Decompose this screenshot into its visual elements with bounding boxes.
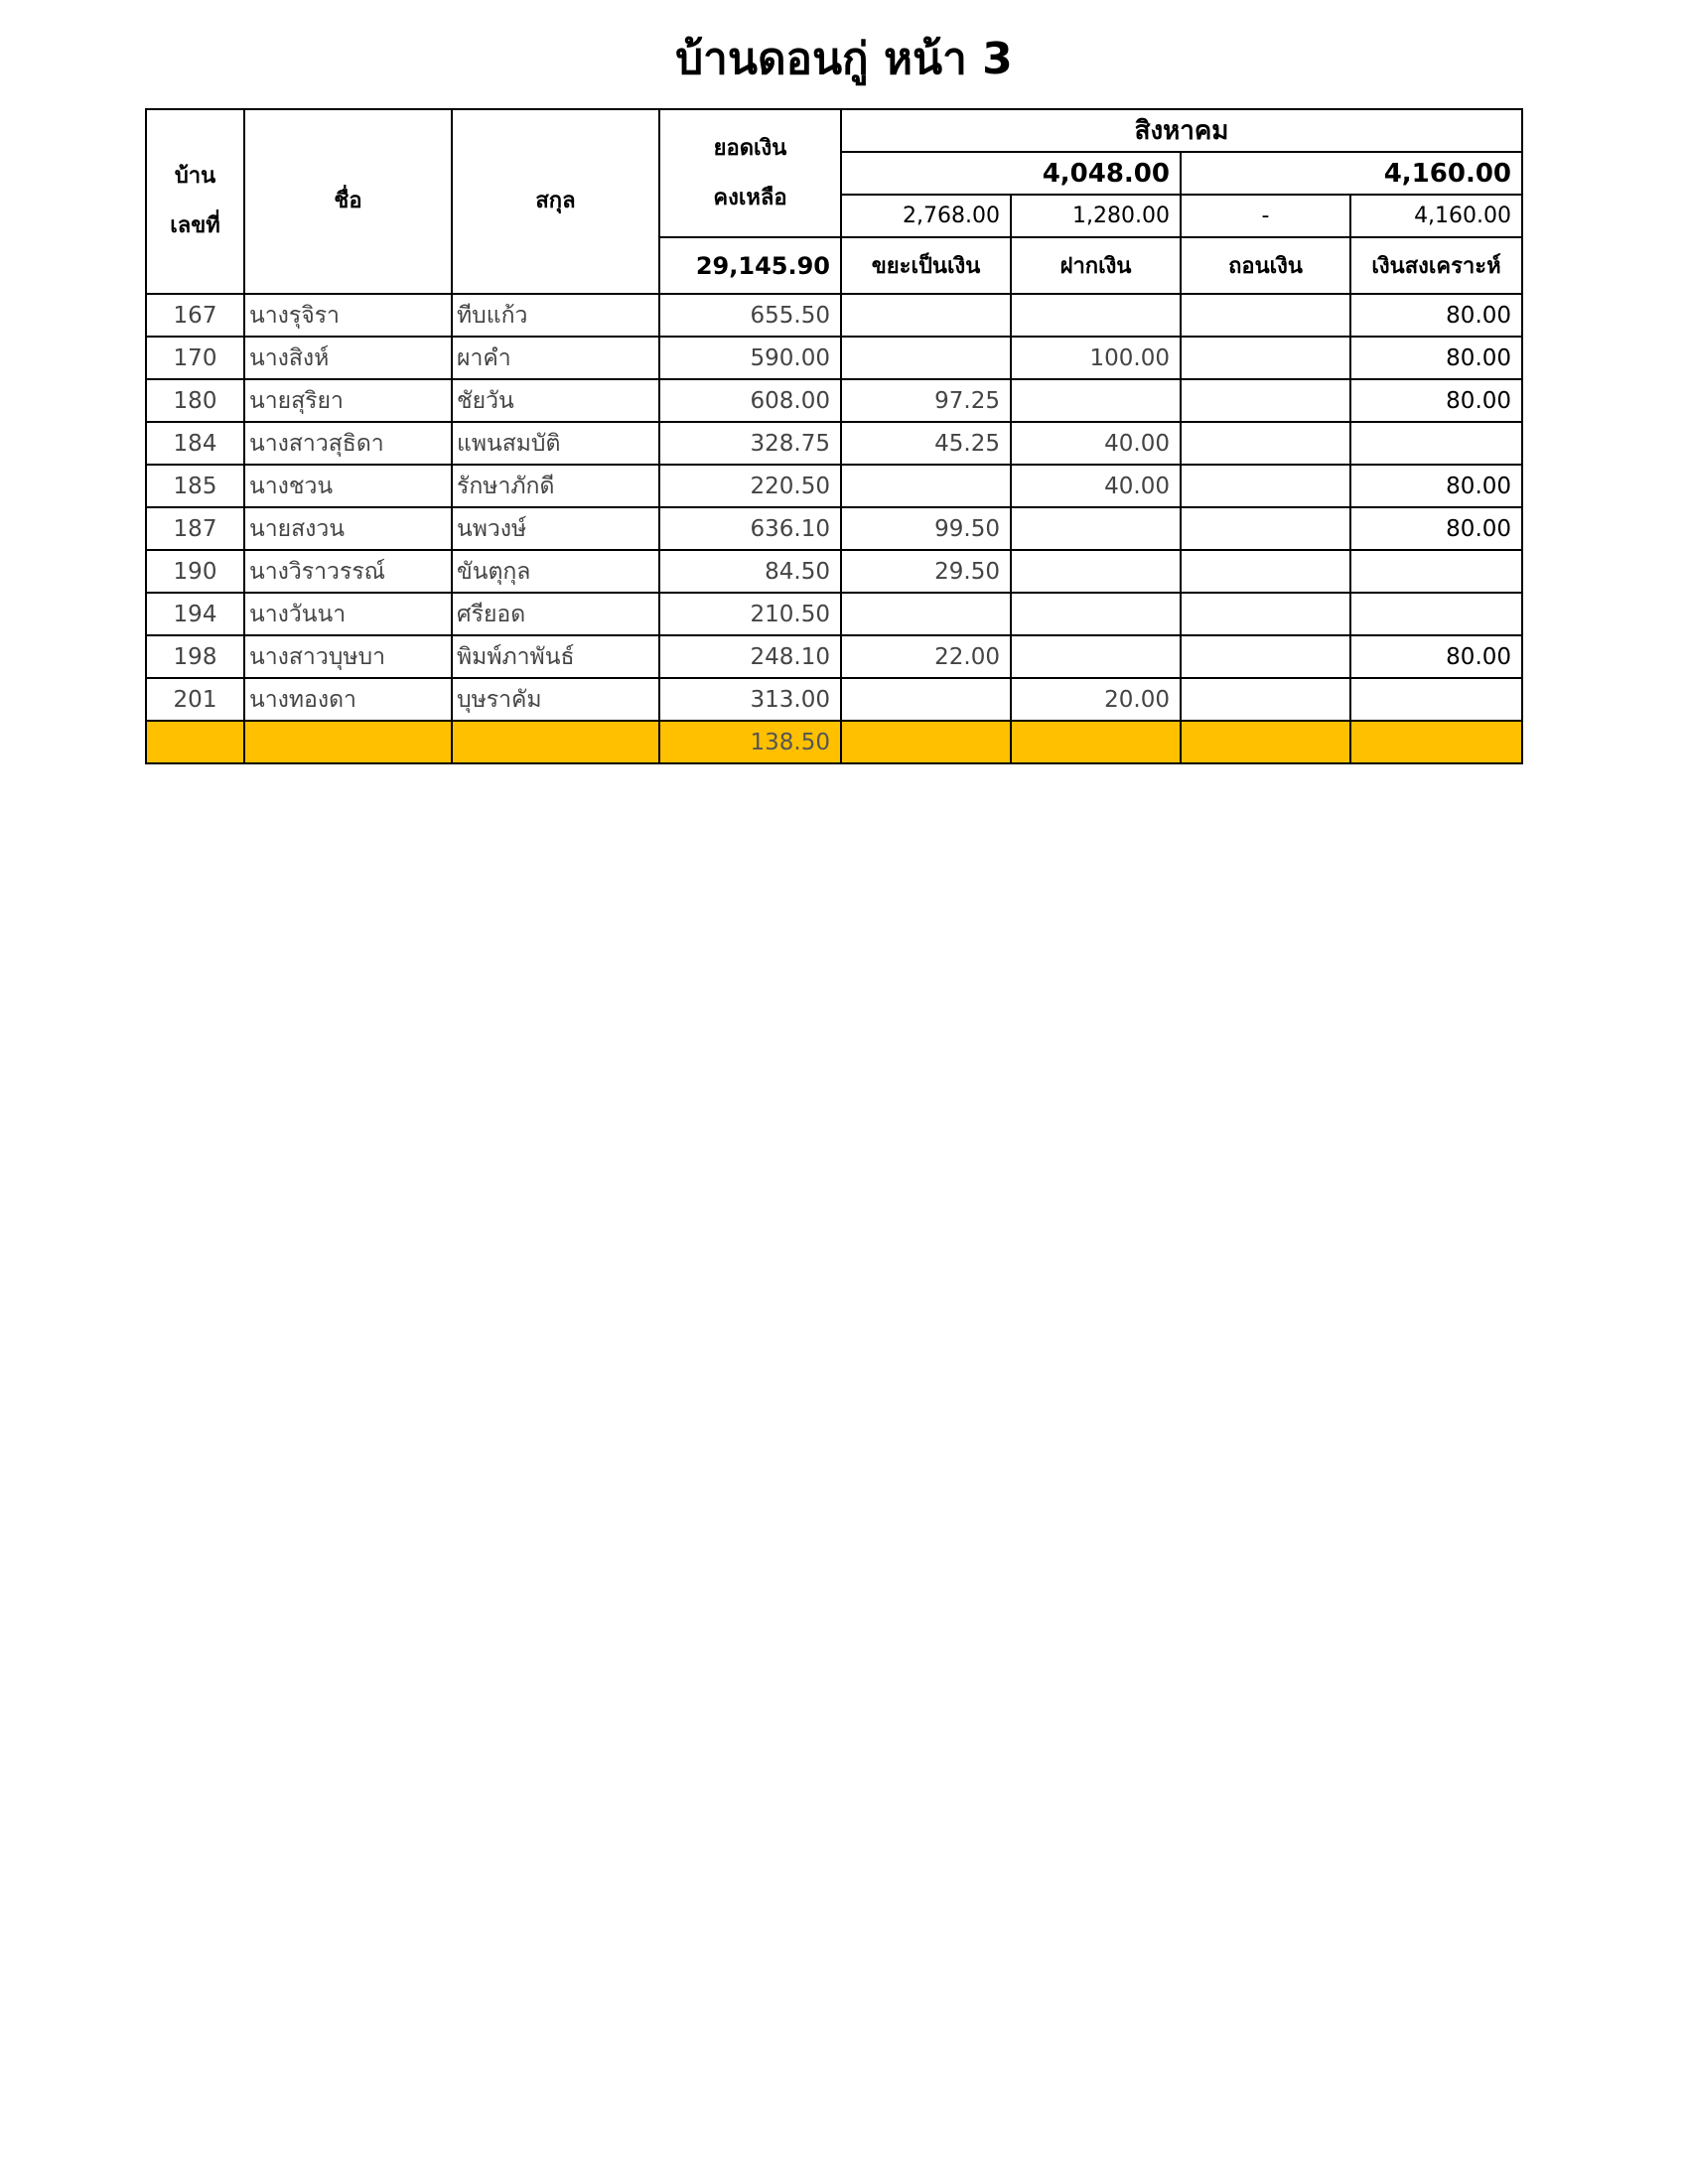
table-row [146, 593, 1522, 635]
group-total-2: 4,160.00 [1181, 152, 1522, 195]
total-empty-cell [146, 721, 244, 763]
surname-header: สกุล [452, 109, 659, 294]
waste-cell [841, 337, 1011, 379]
house-no-cell: 194 [146, 593, 244, 635]
name-cell: นางรุจิรา [244, 294, 452, 337]
withdraw-cell [1181, 507, 1350, 550]
total-empty-cell [1011, 721, 1181, 763]
name-cell: นายสงวน [244, 507, 452, 550]
name-cell: นางชวน [244, 465, 452, 507]
withdraw-cell [1181, 294, 1350, 337]
house-no-cell: 201 [146, 678, 244, 721]
surname-cell: ผาคำ [452, 337, 659, 379]
waste-cell: 97.25 [841, 379, 1011, 422]
subtotal-welfare: 4,160.00 [1350, 195, 1522, 237]
balance-cell: 248.10 [659, 635, 841, 678]
house-no-header-line1: บ้าน [174, 164, 216, 189]
total-empty-cell [244, 721, 452, 763]
table-row [146, 635, 1522, 678]
table-row [146, 422, 1522, 465]
balance-cell: 210.50 [659, 593, 841, 635]
welfare-cell: 80.00 [1350, 379, 1522, 422]
house-no-header-line2: เลขที่ [170, 213, 220, 238]
surname-cell: พิมพ์ภาพันธ์ [452, 635, 659, 678]
waste-cell [841, 593, 1011, 635]
table-row [146, 294, 1522, 337]
total-row [146, 721, 1522, 763]
deposit-cell [1011, 294, 1181, 337]
withdraw-cell [1181, 678, 1350, 721]
house-no-cell: 185 [146, 465, 244, 507]
balance-cell: 636.10 [659, 507, 841, 550]
surname-cell: บุษราคัม [452, 678, 659, 721]
welfare-cell [1350, 593, 1522, 635]
subtotal-deposit: 1,280.00 [1011, 195, 1181, 237]
deposit-cell [1011, 379, 1181, 422]
name-cell: นางสาวบุษบา [244, 635, 452, 678]
welfare-cell: 80.00 [1350, 465, 1522, 507]
name-cell: นางสิงห์ [244, 337, 452, 379]
house-no-cell: 170 [146, 337, 244, 379]
ledger-table [145, 108, 1523, 764]
deposit-cell: 100.00 [1011, 337, 1181, 379]
name-cell: นางสาวสุธิดา [244, 422, 452, 465]
name-cell: นางวันนา [244, 593, 452, 635]
col-label-deposit: ฝากเงิน [1011, 237, 1181, 294]
withdraw-cell [1181, 379, 1350, 422]
surname-cell: ขันตุกุล [452, 550, 659, 593]
page-title: บ้านดอนกู่ หน้า 3 [675, 34, 1013, 84]
table-row [146, 337, 1522, 379]
surname-cell: แพนสมบัติ [452, 422, 659, 465]
balance-cell: 84.50 [659, 550, 841, 593]
withdraw-cell [1181, 593, 1350, 635]
house-no-cell: 190 [146, 550, 244, 593]
subtotal-waste: 2,768.00 [841, 195, 1011, 237]
welfare-cell: 80.00 [1350, 635, 1522, 678]
balance-cell: 608.00 [659, 379, 841, 422]
house-no-cell: 187 [146, 507, 244, 550]
welfare-cell: 80.00 [1350, 294, 1522, 337]
deposit-cell: 40.00 [1011, 422, 1181, 465]
group-total-1: 4,048.00 [841, 152, 1181, 195]
table-row [146, 465, 1522, 507]
balance-cell: 328.75 [659, 422, 841, 465]
welfare-cell [1350, 422, 1522, 465]
table-row [146, 379, 1522, 422]
deposit-cell [1011, 593, 1181, 635]
house-no-header [146, 109, 244, 294]
col-label-welfare: เงินสงเคราะห์ [1350, 237, 1522, 294]
withdraw-cell [1181, 422, 1350, 465]
waste-cell [841, 294, 1011, 337]
balance-header-line1: ยอดเงิน [713, 135, 787, 161]
withdraw-cell [1181, 337, 1350, 379]
waste-cell: 29.50 [841, 550, 1011, 593]
house-no-cell: 184 [146, 422, 244, 465]
table-row [146, 550, 1522, 593]
waste-cell: 22.00 [841, 635, 1011, 678]
table-row [146, 507, 1522, 550]
name-header: ชื่อ [244, 109, 452, 294]
surname-cell: รักษาภักดี [452, 465, 659, 507]
balance-cell: 655.50 [659, 294, 841, 337]
balance-header [659, 109, 841, 237]
welfare-cell: 80.00 [1350, 337, 1522, 379]
welfare-cell [1350, 678, 1522, 721]
surname-cell: นพวงษ์ [452, 507, 659, 550]
balance-cell: 313.00 [659, 678, 841, 721]
waste-cell: 45.25 [841, 422, 1011, 465]
deposit-cell: 40.00 [1011, 465, 1181, 507]
waste-cell [841, 465, 1011, 507]
withdraw-cell [1181, 550, 1350, 593]
total-balance-cell: 138.50 [659, 721, 841, 763]
total-empty-cell [1181, 721, 1350, 763]
balance-header-line2: คงเหลือ [713, 185, 787, 210]
col-label-waste: ขยะเป็นเงิน [841, 237, 1011, 294]
welfare-cell: 80.00 [1350, 507, 1522, 550]
waste-cell: 99.50 [841, 507, 1011, 550]
house-no-cell: 167 [146, 294, 244, 337]
name-cell: นางวิราวรรณ์ [244, 550, 452, 593]
withdraw-cell [1181, 635, 1350, 678]
house-no-cell: 198 [146, 635, 244, 678]
deposit-cell: 20.00 [1011, 678, 1181, 721]
withdraw-cell [1181, 465, 1350, 507]
name-cell: นายสุริยา [244, 379, 452, 422]
total-empty-cell [1350, 721, 1522, 763]
balance-value: 29,145.90 [659, 237, 841, 294]
name-cell: นางทองดา [244, 678, 452, 721]
surname-cell: ชัยวัน [452, 379, 659, 422]
balance-cell: 220.50 [659, 465, 841, 507]
deposit-cell [1011, 507, 1181, 550]
waste-cell [841, 678, 1011, 721]
table-row [146, 678, 1522, 721]
deposit-cell [1011, 550, 1181, 593]
welfare-cell [1350, 550, 1522, 593]
deposit-cell [1011, 635, 1181, 678]
total-empty-cell [841, 721, 1011, 763]
surname-cell: ทีบแก้ว [452, 294, 659, 337]
subtotal-withdraw: - [1181, 195, 1350, 237]
surname-cell: ศรียอด [452, 593, 659, 635]
col-label-withdraw: ถอนเงิน [1181, 237, 1350, 294]
house-no-cell: 180 [146, 379, 244, 422]
balance-cell: 590.00 [659, 337, 841, 379]
month-header: สิงหาคม [841, 109, 1522, 152]
total-empty-cell [452, 721, 659, 763]
